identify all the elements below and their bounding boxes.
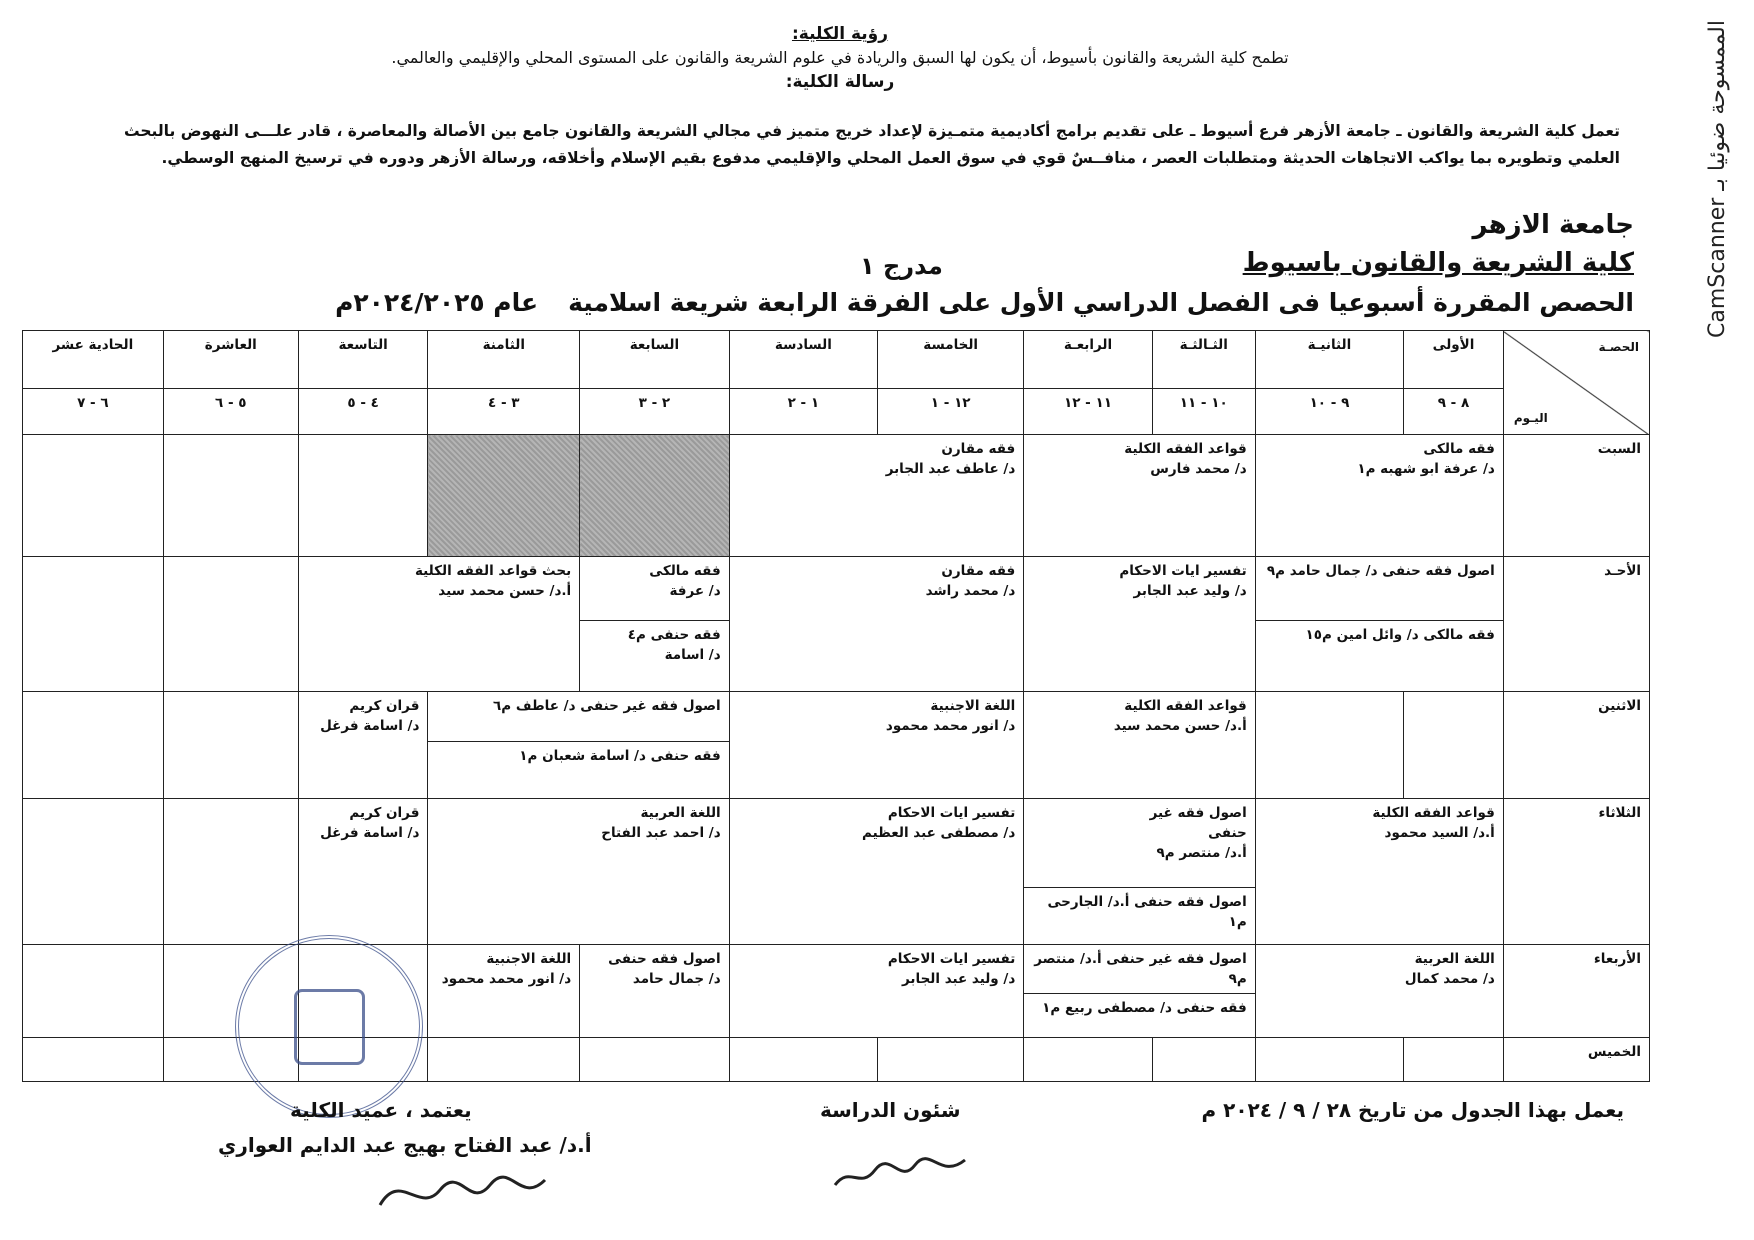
sun-4-upper [580, 557, 729, 619]
sun-4b-subject: فقه حنفى م٤ [627, 626, 721, 643]
wed-slot-3 [729, 944, 1024, 1038]
sun-5-subject: بحث قواعد الفقه الكلية [414, 563, 572, 580]
mon-slot-3 [729, 692, 1024, 799]
wed-slot-1 [1255, 944, 1503, 1038]
corner-cell [1503, 331, 1649, 435]
period-2: الثانيـة [1255, 331, 1403, 389]
period-7: السابعة [580, 331, 730, 389]
time-6: ١ - ٢ [729, 388, 877, 435]
thu-empty-7 [580, 1038, 730, 1082]
wed-slot-5 [428, 944, 580, 1038]
day-thursday: الخميس [1503, 1038, 1649, 1082]
sun-slot-4 [580, 557, 730, 692]
mon-2-subject: قواعد الفقه الكلية [1124, 698, 1247, 715]
sun-slot-1 [1255, 557, 1503, 692]
sun-slot-2 [1024, 557, 1255, 692]
vision-heading: رؤية الكلية: [791, 24, 889, 44]
dean-name: أ.د/ عبد الفتاح بهيج عبد الدايم العواري [218, 1133, 592, 1157]
sat-empty-10 [163, 435, 298, 557]
thu-empty-8 [428, 1038, 580, 1082]
time-4: ١١ - ١٢ [1024, 388, 1152, 435]
time-9: ٤ - ٥ [298, 388, 428, 435]
thu-empty-3 [1152, 1038, 1255, 1082]
mon-slot-5 [298, 692, 428, 799]
studies-affairs: شئون الدراسة [820, 1098, 961, 1122]
tue-5-teacher: د/ اسامة فرغل [320, 824, 420, 841]
thu-empty-2 [1255, 1038, 1403, 1082]
tue-2a-subject: اصول فقه غير [1149, 804, 1247, 821]
day-wednesday: الأربعاء [1503, 944, 1649, 1038]
period-10: العاشرة [163, 331, 298, 389]
title-text: الحصص المقررة أسبوعيا فى الفصل الدراسي الأول على الفرقة الرابعة شريعة اسلامية [568, 288, 1634, 317]
day-monday: الاثنين [1503, 692, 1649, 799]
period-4: الرابعـة [1024, 331, 1152, 389]
sat-3-teacher: د/ عاطف عبد الجابر [885, 461, 1016, 478]
thu-empty-6 [729, 1038, 877, 1082]
sun-5-teacher: أ.د/ حسن محمد سيد [438, 583, 572, 600]
time-3: ١٠ - ١١ [1152, 388, 1255, 435]
period-5: الخامسة [878, 331, 1024, 389]
wed-3-subject: تفسير ايات الاحكام [887, 950, 1016, 967]
period-9: التاسعة [298, 331, 428, 389]
tue-2a-line2: حنفى [1208, 824, 1247, 841]
wed-1-subject: اللغة العربية [1414, 950, 1495, 967]
sun-empty-10 [163, 557, 298, 692]
mon-empty-2 [1255, 692, 1403, 799]
sun-4a-teacher: د/ عرفة [669, 583, 721, 600]
mission-line-2: العلمي وتطويره بما يواكب الاتجاهات الحديثة ومتطلبات العصر ، منافــسٌ قوي في سوق العمل المحلي والإقليمي مدفوع بقيم الإسلام وأخلاقه، ورسالة الأزهر ودوره في ترسيخ المنهج الوسطي. [161, 149, 1620, 167]
period-6: السادسة [729, 331, 877, 389]
time-2: ٩ - ١٠ [1255, 388, 1403, 435]
corner-day-label: اليـوم [1513, 411, 1548, 426]
wed-empty-11 [23, 944, 164, 1038]
sun-slot-3 [729, 557, 1024, 692]
vision-text: تطمح كلية الشريعة والقانون بأسيوط، أن يكون لها السبق والريادة في علوم الشريعة والقانون على المستوى المحلي والإقليمي والعالمي. [391, 48, 1289, 67]
tue-1-teacher: أ.د/ السيد محمود [1384, 824, 1495, 841]
mon-3-teacher: د/ انور محمد محمود [885, 718, 1016, 735]
wed-2-lower: فقه حنفى د/ مصطفى ربيع م١ [1024, 993, 1254, 1030]
tue-slot-4 [428, 798, 729, 944]
sat-1-subject: فقه مالكى [1423, 441, 1495, 458]
wed-3-teacher: د/ وليد عبد الجابر [902, 970, 1016, 987]
wed-5-subject: اللغة الاجنبية [486, 950, 572, 967]
sun-empty-11 [23, 557, 164, 692]
vision-block [40, 22, 1640, 94]
sat-2-teacher: د/ محمد فارس [1150, 461, 1247, 478]
tue-slot-5 [298, 798, 428, 944]
day-sunday: الأحـد [1503, 557, 1649, 692]
schedule-title [335, 288, 1634, 317]
tue-3-subject: تفسير ايات الاحكام [887, 804, 1016, 821]
sun-4a-subject: فقه مالكى [649, 563, 721, 580]
tue-empty-11 [23, 798, 164, 944]
period-1: الأولى [1404, 331, 1504, 389]
tue-slot-1 [1255, 798, 1503, 944]
tue-slot-3 [729, 798, 1024, 944]
tue-4-subject: اللغة العربية [640, 804, 721, 821]
sun-1-lower: فقه مالكى د/ وائل امين م١٥ [1256, 620, 1503, 683]
mission-line-1: تعمل كلية الشريعة والقانون ـ جامعة الأزهر فرع أسيوط ـ على تقديم برامج أكاديمية متمـيزة لإعداد خريج متميز في مجالي الشريعة والقانون جامع بين الأصالة والمعاصرة ، قادر علـــى النهوض بالبحث [123, 122, 1620, 140]
sat-slot-2 [1024, 435, 1255, 557]
tue-5-subject: قران كريم [349, 804, 420, 821]
mon-slot-2 [1024, 692, 1255, 799]
dean-signature [370, 1160, 550, 1220]
sat-slot-1 [1255, 435, 1503, 557]
dean-approval: يعتمد ، عميد الكلية [290, 1098, 472, 1122]
mon-empty-10 [163, 692, 298, 799]
tue-2a-teacher: أ.د/ منتصر م٩ [1156, 844, 1247, 861]
tue-empty-10 [163, 798, 298, 944]
tue-2-upper [1024, 799, 1254, 887]
tue-4-teacher: د/ احمد عبد الفتاح [601, 824, 721, 841]
sun-4b-teacher: د/ اسامة [664, 646, 721, 663]
wed-slot-4 [580, 944, 730, 1038]
mon-slot-4 [428, 692, 729, 799]
mon-3-subject: اللغة الاجنبية [930, 698, 1016, 715]
mon-4-lower: فقه حنفى د/ اسامة شعبان م١ [428, 741, 728, 790]
hall-label: مدرج ١ [860, 252, 943, 280]
sun-3-subject: فقه مقارن [941, 563, 1016, 580]
wed-4-subject: اصول فقه حنفى [608, 950, 721, 967]
day-saturday: السبت [1503, 435, 1649, 557]
time-7: ٢ - ٣ [580, 388, 730, 435]
sat-3-subject: فقه مقارن [941, 441, 1016, 458]
sun-1-upper: اصول فقه حنفى د/ جمال حامد م٩ [1266, 563, 1495, 580]
tue-slot-2 [1024, 798, 1255, 944]
sat-2-subject: قواعد الفقه الكلية [1124, 441, 1247, 458]
mon-empty-11 [23, 692, 164, 799]
mon-4-upper: اصول فقه غير حنفى د/ عاطف م٦ [493, 698, 721, 715]
mon-2-teacher: أ.د/ حسن محمد سيد [1113, 718, 1247, 735]
thu-empty-5 [878, 1038, 1024, 1082]
time-8: ٣ - ٤ [428, 388, 580, 435]
period-8: الثامنة [428, 331, 580, 389]
mission-heading: رسالة الكلية: [785, 72, 895, 92]
university-name: جامعة الازهر [1472, 210, 1634, 240]
sat-empty-9 [298, 435, 428, 557]
effective-date: يعمل بهذا الجدول من تاريخ ٢٨ / ٩ / ٢٠٢٤ م [1201, 1098, 1624, 1122]
wed-1-teacher: د/ محمد كمال [1404, 970, 1495, 987]
sun-2-teacher: د/ وليد عبد الجابر [1133, 583, 1247, 600]
mon-5-subject: قران كريم [349, 698, 420, 715]
sat-redacted-8 [428, 435, 580, 557]
day-tuesday: الثلاثاء [1503, 798, 1649, 944]
sat-slot-3 [729, 435, 1024, 557]
tue-1-subject: قواعد الفقه الكلية [1372, 804, 1495, 821]
mission-text [60, 118, 1620, 172]
thu-empty-4 [1024, 1038, 1152, 1082]
time-10: ٥ - ٦ [163, 388, 298, 435]
academic-year: عام ٢٠٢٤/٢٠٢٥م [335, 288, 539, 317]
faculty-name: كلية الشريعة والقانون باسيوط [1242, 248, 1634, 278]
sun-slot-5 [298, 557, 579, 692]
sun-2-subject: تفسير ايات الاحكام [1119, 563, 1247, 580]
time-11: ٦ - ٧ [23, 388, 164, 435]
mon-empty-1 [1404, 692, 1504, 799]
thu-empty-11 [23, 1038, 164, 1082]
period-3: الثـالثـة [1152, 331, 1255, 389]
time-5: ١٢ - ١ [878, 388, 1024, 435]
wed-5-teacher: د/ انور محمد محمود [441, 970, 572, 987]
tue-3-teacher: د/ مصطفى عبد العظيم [862, 824, 1016, 841]
time-1: ٨ - ٩ [1404, 388, 1504, 435]
college-stamp [235, 935, 423, 1118]
period-11: الحادية عشر [23, 331, 164, 389]
mon-5-teacher: د/ اسامة فرغل [320, 718, 420, 735]
sat-1-teacher: د/ عرفة ابو شهبه م١ [1357, 461, 1495, 478]
sat-empty-11 [23, 435, 164, 557]
thu-empty-1 [1404, 1038, 1504, 1082]
tue-2-lower: اصول فقه حنفى أ.د/ الجارحى م١ [1024, 887, 1254, 936]
sun-4-lower [580, 620, 729, 683]
wed-4-teacher: د/ جمال حامد [632, 970, 721, 987]
sat-redacted-7 [580, 435, 730, 557]
wed-slot-2 [1024, 944, 1255, 1038]
corner-period-label: الحصـة [1598, 340, 1639, 354]
sun-3-teacher: د/ محمد راشد [925, 583, 1016, 600]
wed-2-upper: اصول فقه غير حنفى أ.د/ منتصر م٩ [1034, 950, 1247, 987]
studies-signature [830, 1145, 970, 1195]
camscanner-note: الممسوحة ضوئيا بـ CamScanner [1705, 20, 1730, 338]
